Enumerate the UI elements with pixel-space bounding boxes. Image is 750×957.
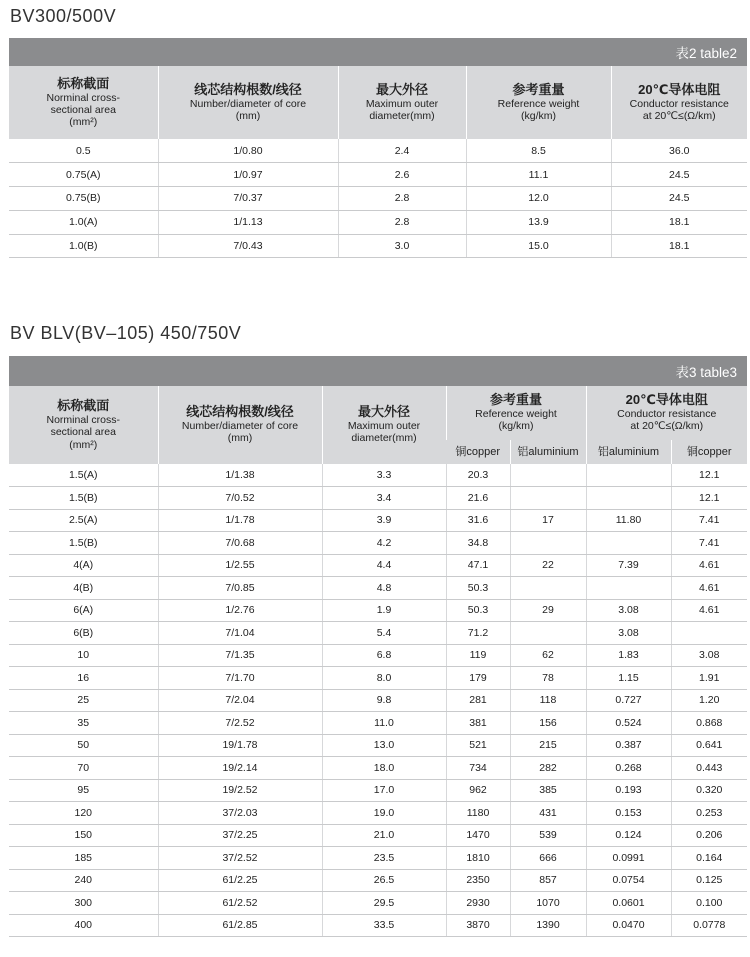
table-cell: 1180 — [446, 802, 510, 825]
table-cell: 666 — [510, 847, 586, 870]
table-cell: 21.6 — [446, 487, 510, 510]
table-cell — [510, 532, 586, 555]
table-cell — [510, 622, 586, 645]
table-cell: 1.15 — [586, 667, 671, 690]
table-row — [9, 712, 747, 735]
table-cell: 0.253 — [671, 802, 747, 825]
table-cell: 5.4 — [322, 622, 446, 645]
table-cell: 0.727 — [586, 689, 671, 712]
table-cell: 11.1 — [466, 163, 611, 187]
table-cell: 10 — [9, 644, 158, 667]
table-row — [9, 622, 747, 645]
table-cell: 1.5(A) — [9, 464, 158, 487]
table-cell: 0.0754 — [586, 869, 671, 892]
table-cell — [586, 577, 671, 600]
table-cell: 7/0.68 — [158, 532, 322, 555]
table3-banner — [9, 356, 747, 386]
table-cell: 78 — [510, 667, 586, 690]
table-cell — [510, 577, 586, 600]
table-cell: 2.8 — [338, 210, 466, 234]
table-row — [9, 599, 747, 622]
table-cell: 4.8 — [322, 577, 446, 600]
table-cell: 179 — [446, 667, 510, 690]
table-cell: 20.3 — [446, 464, 510, 487]
table-cell: 11.80 — [586, 509, 671, 532]
table-cell: 0.193 — [586, 779, 671, 802]
table-cell: 29.5 — [322, 892, 446, 915]
table-row — [9, 667, 747, 690]
table-cell: 0.320 — [671, 779, 747, 802]
table3-title: BV BLV(BV–105) 450/750V — [10, 323, 242, 343]
table-cell: 185 — [9, 847, 158, 870]
table-cell: 61/2.25 — [158, 869, 322, 892]
table-row — [9, 779, 747, 802]
table-cell: 19/1.78 — [158, 734, 322, 757]
table-cell: 0.75(A) — [9, 163, 158, 187]
table-cell: 12.0 — [466, 187, 611, 211]
table-cell: 1.5(B) — [9, 487, 158, 510]
table-cell: 0.641 — [671, 734, 747, 757]
table-cell: 7/0.52 — [158, 487, 322, 510]
table-cell: 2930 — [446, 892, 510, 915]
table-cell: 1.9 — [322, 599, 446, 622]
table-cell: 0.125 — [671, 869, 747, 892]
table-cell: 61/2.85 — [158, 914, 322, 937]
table2-header-od: 最大外径 Maximum outer diameter(mm) — [338, 66, 466, 139]
table-cell: 400 — [9, 914, 158, 937]
table-row — [9, 824, 747, 847]
table-cell: 3.3 — [322, 464, 446, 487]
table-row — [9, 532, 747, 555]
table-cell: 7/0.37 — [158, 187, 338, 211]
table3-header-od: 最大外径 Maximum outer diameter(mm) — [322, 386, 446, 464]
table-cell: 37/2.25 — [158, 824, 322, 847]
table-cell: 1810 — [446, 847, 510, 870]
table-cell: 120 — [9, 802, 158, 825]
table-row — [9, 689, 747, 712]
table-cell: 47.1 — [446, 554, 510, 577]
table-cell: 9.8 — [322, 689, 446, 712]
table-cell: 521 — [446, 734, 510, 757]
table-cell: 1.0(A) — [9, 210, 158, 234]
table-cell: 24.5 — [611, 163, 747, 187]
table-cell: 8.0 — [322, 667, 446, 690]
table-cell: 1/0.97 — [158, 163, 338, 187]
table-cell: 282 — [510, 757, 586, 780]
table-cell: 1/0.80 — [158, 139, 338, 163]
table-cell: 71.2 — [446, 622, 510, 645]
table-cell: 35 — [9, 712, 158, 735]
table-cell: 1070 — [510, 892, 586, 915]
table3-subheader-weight-aluminium: 铝aluminium — [510, 440, 586, 464]
table-cell: 2350 — [446, 869, 510, 892]
table3-header-area: 标称截面 Norminal cross- sectional area (mm²) — [9, 386, 158, 464]
table-cell: 95 — [9, 779, 158, 802]
table-cell: 0.0778 — [671, 914, 747, 937]
table-cell: 4.4 — [322, 554, 446, 577]
table-cell: 50.3 — [446, 577, 510, 600]
table-row — [9, 869, 747, 892]
table-cell: 0.75(B) — [9, 187, 158, 211]
table-cell: 33.5 — [322, 914, 446, 937]
table-row — [9, 577, 747, 600]
table-cell: 1.91 — [671, 667, 747, 690]
table-cell: 3.9 — [322, 509, 446, 532]
table-cell: 34.8 — [446, 532, 510, 555]
table-cell: 37/2.52 — [158, 847, 322, 870]
table-cell: 150 — [9, 824, 158, 847]
table2-label: 表2 table2 — [675, 46, 737, 61]
table-cell: 3.08 — [586, 622, 671, 645]
table-cell: 21.0 — [322, 824, 446, 847]
table3-header-resistance: 20℃导体电阻 Conductor resistance at 20℃≤(Ω/km) — [586, 386, 747, 440]
table-cell: 215 — [510, 734, 586, 757]
table-cell — [586, 464, 671, 487]
table-cell: 11.0 — [322, 712, 446, 735]
table-cell: 7/1.04 — [158, 622, 322, 645]
table-cell: 0.0601 — [586, 892, 671, 915]
table-cell: 4.61 — [671, 599, 747, 622]
table-row — [9, 464, 747, 487]
table-cell: 0.153 — [586, 802, 671, 825]
table-cell: 31.6 — [446, 509, 510, 532]
table-cell: 0.0991 — [586, 847, 671, 870]
table-cell: 6(A) — [9, 599, 158, 622]
table-cell: 4.2 — [322, 532, 446, 555]
table-cell: 12.1 — [671, 464, 747, 487]
table-cell: 36.0 — [611, 139, 747, 163]
table-cell: 7/0.43 — [158, 234, 338, 258]
table2-header-weight: 参考重量 Reference weight (kg/km) — [466, 66, 611, 139]
table-cell: 3.08 — [586, 599, 671, 622]
table-cell: 7.41 — [671, 532, 747, 555]
table-cell: 7/1.70 — [158, 667, 322, 690]
table-cell: 19/2.14 — [158, 757, 322, 780]
table-cell: 50.3 — [446, 599, 510, 622]
table3-label: 表3 table3 — [675, 365, 737, 380]
table-cell: 1/2.55 — [158, 554, 322, 577]
table-cell: 281 — [446, 689, 510, 712]
table-cell: 4(A) — [9, 554, 158, 577]
table-row — [9, 187, 747, 211]
table-row — [9, 914, 747, 937]
table-cell: 0.443 — [671, 757, 747, 780]
table-cell: 431 — [510, 802, 586, 825]
table2-header-resistance: 20℃导体电阻 Conductor resistance at 20℃≤(Ω/km) — [611, 66, 747, 139]
table-cell: 7/1.35 — [158, 644, 322, 667]
table-cell: 1.20 — [671, 689, 747, 712]
table-cell: 4.61 — [671, 554, 747, 577]
table-cell: 1470 — [446, 824, 510, 847]
table-cell: 1.0(B) — [9, 234, 158, 258]
table-cell: 61/2.52 — [158, 892, 322, 915]
table-row — [9, 847, 747, 870]
table-cell: 0.524 — [586, 712, 671, 735]
table2-header-core: 线芯结构根数/线径 Number/diameter of core (mm) — [158, 66, 338, 139]
table-cell: 25 — [9, 689, 158, 712]
table-cell: 119 — [446, 644, 510, 667]
table-cell: 37/2.03 — [158, 802, 322, 825]
table-cell: 240 — [9, 869, 158, 892]
table-cell: 7.41 — [671, 509, 747, 532]
table-cell: 19/2.52 — [158, 779, 322, 802]
table-cell: 1/2.76 — [158, 599, 322, 622]
table-row — [9, 892, 747, 915]
table-cell: 300 — [9, 892, 158, 915]
table-cell: 7/2.52 — [158, 712, 322, 735]
table-cell: 7/2.04 — [158, 689, 322, 712]
table-cell: 17.0 — [322, 779, 446, 802]
table-row — [9, 139, 747, 163]
table-cell: 22 — [510, 554, 586, 577]
table-cell — [510, 487, 586, 510]
table-row — [9, 734, 747, 757]
table-cell: 7/0.85 — [158, 577, 322, 600]
table-cell: 2.5(A) — [9, 509, 158, 532]
table-cell: 0.0470 — [586, 914, 671, 937]
table-cell: 15.0 — [466, 234, 611, 258]
table-cell: 3.08 — [671, 644, 747, 667]
table-cell: 1/1.78 — [158, 509, 322, 532]
table-cell: 857 — [510, 869, 586, 892]
table-cell: 12.1 — [671, 487, 747, 510]
table2-header-area: 标称截面 Norminal cross- sectional area (mm²) — [9, 66, 158, 139]
table-cell — [510, 464, 586, 487]
table-cell: 6.8 — [322, 644, 446, 667]
table-cell: 3.4 — [322, 487, 446, 510]
table-cell: 2.8 — [338, 187, 466, 211]
table-cell: 539 — [510, 824, 586, 847]
table-cell — [586, 487, 671, 510]
table-cell — [671, 622, 747, 645]
table3-subheader-resistance-aluminium: 铝aluminium — [586, 440, 671, 464]
table3 — [9, 386, 747, 937]
table-cell: 24.5 — [611, 187, 747, 211]
table-row — [9, 234, 747, 258]
table-row — [9, 487, 747, 510]
table-cell: 0.387 — [586, 734, 671, 757]
table-cell: 7.39 — [586, 554, 671, 577]
table-cell: 19.0 — [322, 802, 446, 825]
table-cell: 26.5 — [322, 869, 446, 892]
table-cell: 13.0 — [322, 734, 446, 757]
table-cell: 4.61 — [671, 577, 747, 600]
table-cell: 50 — [9, 734, 158, 757]
table-cell: 385 — [510, 779, 586, 802]
table3-subheader-resistance-copper: 铜copper — [671, 440, 747, 464]
table-cell — [586, 532, 671, 555]
table-cell: 62 — [510, 644, 586, 667]
table-cell: 0.268 — [586, 757, 671, 780]
table-cell: 18.0 — [322, 757, 446, 780]
table-row — [9, 644, 747, 667]
table-row — [9, 554, 747, 577]
table-cell: 0.868 — [671, 712, 747, 735]
table2-banner — [9, 38, 747, 66]
table-cell: 381 — [446, 712, 510, 735]
table-cell: 0.164 — [671, 847, 747, 870]
table-cell: 29 — [510, 599, 586, 622]
table-cell: 1/1.13 — [158, 210, 338, 234]
table3-subheader-weight-copper: 铜copper — [446, 440, 510, 464]
table-cell: 13.9 — [466, 210, 611, 234]
table-cell: 4(B) — [9, 577, 158, 600]
table-cell: 0.124 — [586, 824, 671, 847]
table-cell: 8.5 — [466, 139, 611, 163]
table-cell: 18.1 — [611, 210, 747, 234]
table-cell: 2.4 — [338, 139, 466, 163]
table-cell: 0.100 — [671, 892, 747, 915]
table-row — [9, 757, 747, 780]
table-cell: 17 — [510, 509, 586, 532]
table2 — [9, 66, 747, 258]
table-cell: 3870 — [446, 914, 510, 937]
table3-header-core: 线芯结构根数/线径 Number/diameter of core (mm) — [158, 386, 322, 464]
table-cell: 0.5 — [9, 139, 158, 163]
table2-header-row — [9, 66, 747, 139]
table-cell: 70 — [9, 757, 158, 780]
table-cell: 3.0 — [338, 234, 466, 258]
table-cell: 1/1.38 — [158, 464, 322, 487]
table-row — [9, 210, 747, 234]
table-cell: 18.1 — [611, 234, 747, 258]
table2-title: BV300/500V — [10, 6, 117, 26]
table-cell: 156 — [510, 712, 586, 735]
table-row — [9, 802, 747, 825]
table-cell: 23.5 — [322, 847, 446, 870]
table3-header-row — [9, 386, 747, 440]
table-cell: 1.83 — [586, 644, 671, 667]
table-cell: 1.5(B) — [9, 532, 158, 555]
table-cell: 1390 — [510, 914, 586, 937]
table-cell: 0.206 — [671, 824, 747, 847]
table-row — [9, 509, 747, 532]
table-cell: 6(B) — [9, 622, 158, 645]
table-row — [9, 163, 747, 187]
table-cell: 962 — [446, 779, 510, 802]
table-cell: 734 — [446, 757, 510, 780]
table-cell: 118 — [510, 689, 586, 712]
table-cell: 16 — [9, 667, 158, 690]
table-cell: 2.6 — [338, 163, 466, 187]
table3-header-weight: 参考重量 Reference weight (kg/km) — [446, 386, 586, 440]
